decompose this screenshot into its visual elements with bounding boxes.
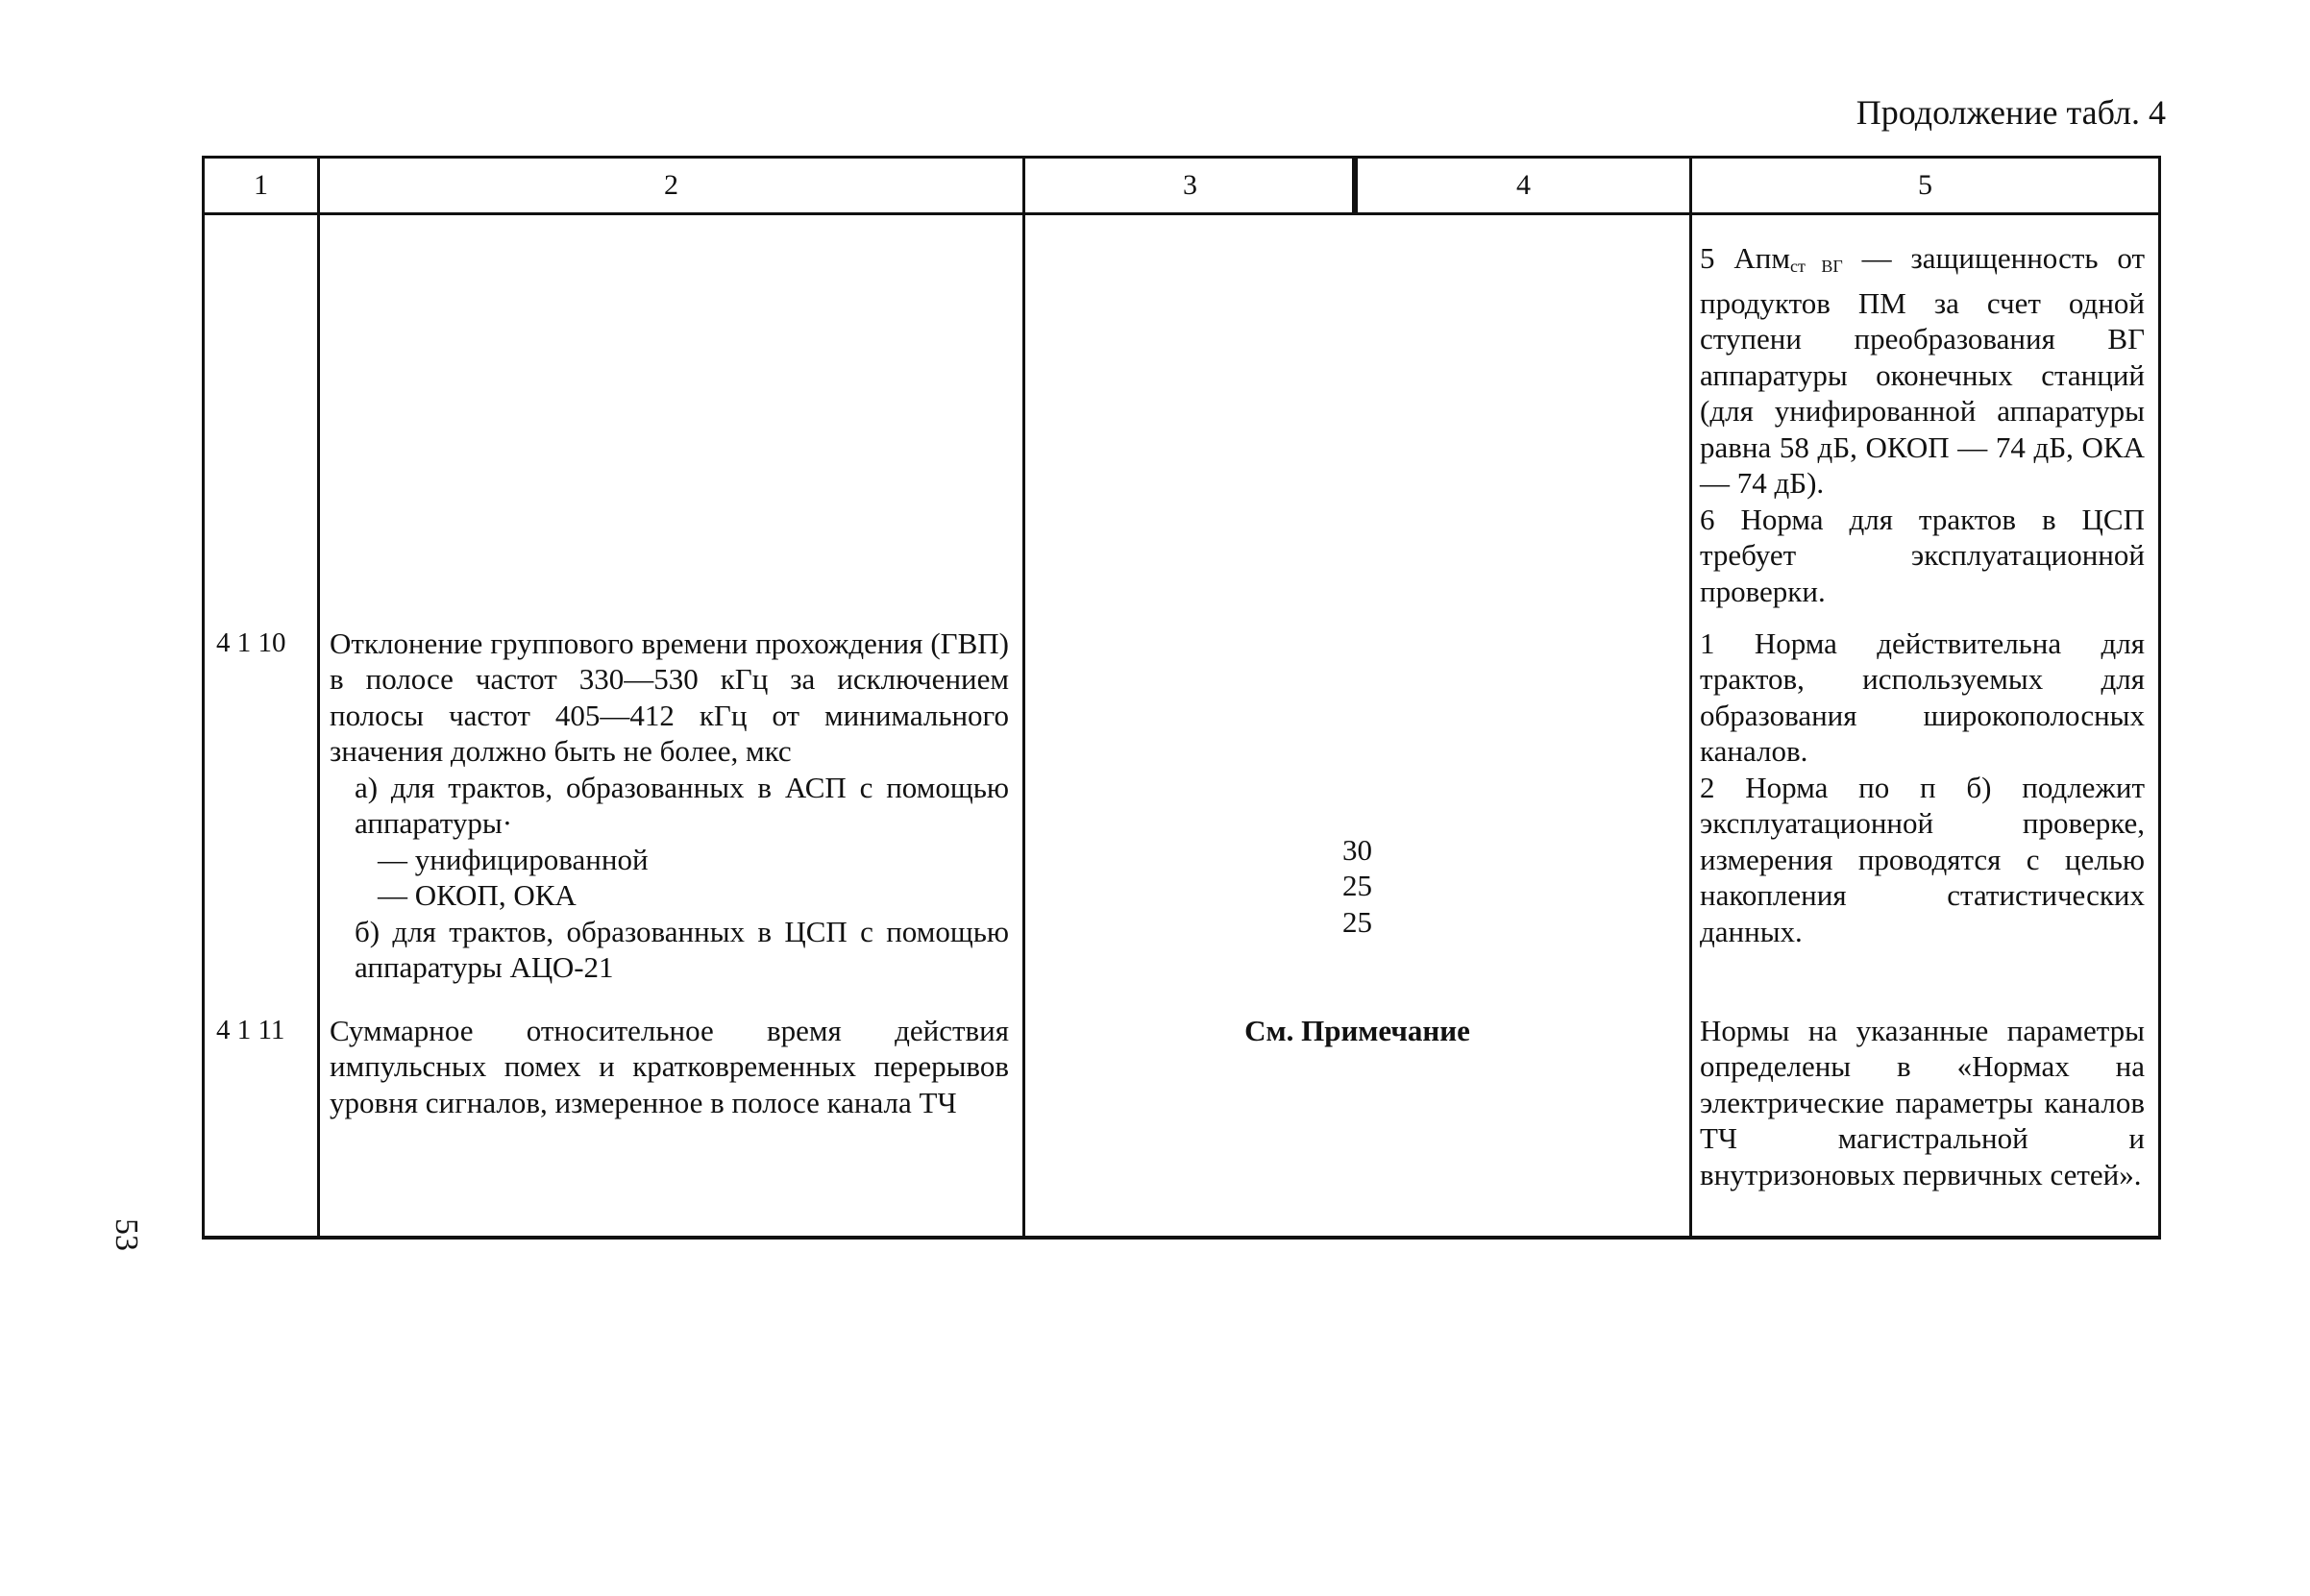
table-row-4111 xyxy=(204,1003,2160,1239)
norms-table xyxy=(202,156,2161,1240)
header-col-4: 4 xyxy=(1357,158,1691,214)
note-5-text: — защищенность от продуктов ПМ за счет одной ступени преобразования ВГ аппаратуры оконечных станций (для унифированной аппаратуры равна 58 дБ, ОКОП — 74 дБ, ОКА — 74 дБ). xyxy=(1700,241,2145,500)
header-col-5: 5 xyxy=(1691,158,2160,214)
value-a2: 25 xyxy=(1342,869,1372,902)
parameter-item-a1: — унифицированной xyxy=(378,842,649,876)
parameter-item-a: а) для трактов, образованных в АСП с помощью аппаратуры· xyxy=(355,770,1009,840)
value-b: 25 xyxy=(1342,904,1372,939)
cell-empty xyxy=(1024,214,1691,616)
item-number-cell xyxy=(204,1003,319,1239)
value-see-note: См. Примечание xyxy=(1244,1013,1470,1047)
parameter-title: Суммарное относительное время действия импульсных помех и кратковременных перерывов уровня сигналов, измеренное в полосе канала ТЧ xyxy=(330,1013,1009,1119)
note-reference: Нормы на указанные параметры определены в «Нормах на электрические параметры каналов ТЧ магистральной и внутризоновых первичных сетей». xyxy=(1700,1013,2145,1191)
table-caption: Продолжение табл. 4 xyxy=(1855,93,2166,132)
notes-cell xyxy=(1691,1003,2160,1239)
header-col-1: 1 xyxy=(204,158,319,214)
note-5 xyxy=(1692,215,2158,502)
note-5-prefix: 5 Апм xyxy=(1700,241,1790,275)
header-divider-3-4 xyxy=(1352,156,1355,212)
parameter-item-b: б) для трактов, образованных в ЦСП с помощью аппаратуры АЦО-21 xyxy=(355,914,1009,984)
parameter-item-a2: — ОКОП, ОКА xyxy=(378,878,577,912)
notes-cell xyxy=(1691,214,2160,616)
note-6: 6 Норма для трактов в ЦСП требует эксплуатационной проверки. xyxy=(1700,502,2145,608)
values-cell xyxy=(1024,616,1691,1003)
value-a1: 30 xyxy=(1342,832,1372,867)
header-col-2: 2 xyxy=(319,158,1024,214)
item-number: 4 1 11 xyxy=(216,1014,285,1045)
page-number: 53 xyxy=(109,1218,144,1251)
notes-cell xyxy=(1691,616,2160,1003)
note-5-subscript: ст ВГ xyxy=(1789,257,1843,276)
item-number: 4 1 10 xyxy=(216,626,286,658)
cell-empty xyxy=(319,214,1024,616)
table-row-4110 xyxy=(204,616,2160,1003)
table-row-continuation xyxy=(204,214,2160,616)
note-1: 1 Норма действительна для трактов, используемых для образования широкополосных каналов. xyxy=(1700,626,2145,768)
parameter-cell xyxy=(319,616,1024,1003)
note-2: 2 Норма по п б) подлежит эксплуатационной проверке, измерения проводятся с целью накопления статистических данных. xyxy=(1700,770,2145,948)
header-col-3: 3 xyxy=(1024,158,1357,214)
values-cell xyxy=(1024,1003,1691,1239)
parameter-cell xyxy=(319,1003,1024,1239)
parameter-title: Отклонение группового времени прохождения (ГВП) в полосе частот 330—530 кГц за исключением полосы частот 405—412 кГц от минимального значения должно быть не более, мкс xyxy=(330,626,1009,768)
item-number-cell xyxy=(204,616,319,1003)
cell-empty xyxy=(204,214,319,616)
header-row xyxy=(204,158,2160,214)
